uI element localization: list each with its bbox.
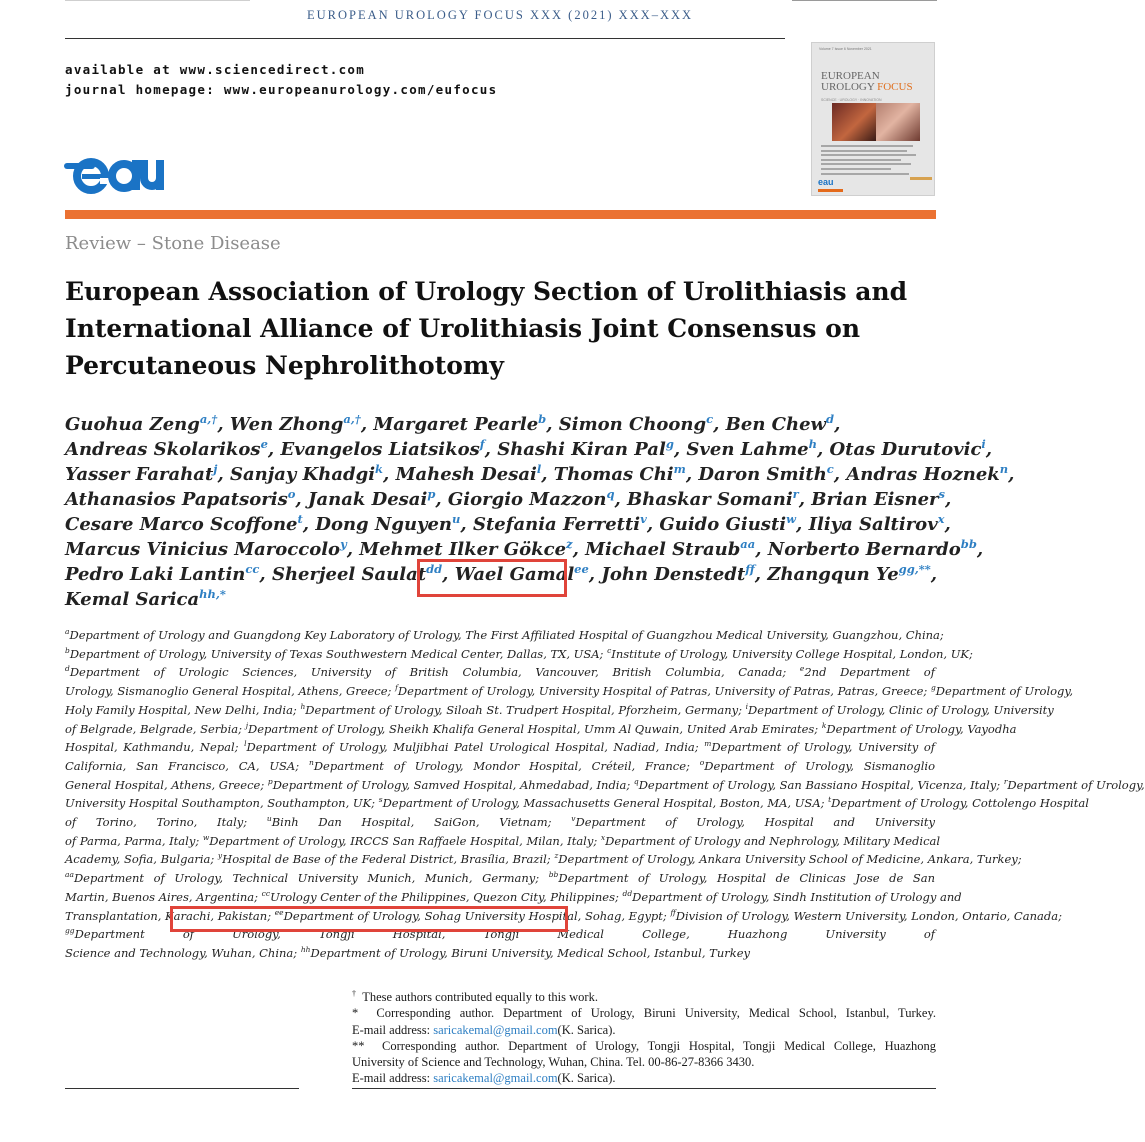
affiliation-text: Department of Urology, University of (711, 740, 936, 755)
affiliation-key: ee (274, 907, 284, 917)
affiliation-key: e (799, 664, 805, 674)
affiliation-marker[interactable]: r (792, 487, 799, 501)
author-name[interactable]: Margaret Pearle (373, 414, 539, 435)
journal-cover-thumbnail[interactable] (811, 42, 935, 196)
affiliation-marker[interactable]: c (826, 462, 834, 476)
affiliation-key: a (65, 627, 70, 637)
affiliation-key: v (571, 814, 576, 824)
affiliation-line (65, 850, 1022, 869)
affiliation-text: Division of Urology, Western University, London, Ontario, Canada; (675, 908, 1062, 923)
title-line: International Alliance of Urolithiasis Joint Consensus on (65, 314, 861, 343)
affiliation-text: Department of Urology, Clinic of Urology, University (748, 702, 1054, 717)
affiliation-text: Department of Urology, Muljibhai Patel Urological Hospital, Nadiad, India; (246, 740, 699, 755)
affiliation-text: Transplantation, Karachi, Pakistan; (65, 908, 272, 923)
journal-homepage-link[interactable]: journal homepage: www.europeanurology.com/eufocus (65, 82, 498, 97)
cover-image-right (876, 103, 920, 141)
author-name[interactable]: Michael Straub (585, 539, 741, 560)
author-name[interactable]: Thomas Chi (553, 464, 674, 485)
author-name[interactable]: Otas Durutovic (829, 439, 982, 460)
footnote-rule-left (65, 1088, 299, 1089)
affiliation-marker[interactable]: s (938, 487, 946, 501)
affiliation-marker[interactable]: m (673, 462, 686, 476)
author-name[interactable]: Simon Choong (558, 414, 707, 435)
affiliation-text: Department of Urology, Tongji Hospital, Tongji Medical College, Huazhong University of (74, 927, 935, 942)
affiliation-line (65, 869, 935, 888)
cover-text-lines (821, 145, 921, 177)
affiliation-text: of Torino, Torino, Italy; (65, 815, 248, 829)
journal-urls (65, 60, 497, 100)
author-name[interactable]: Norberto Bernardo (767, 539, 961, 560)
affiliation-marker[interactable]: h (808, 437, 817, 451)
affiliation-text: Department of Urology, (935, 684, 1074, 699)
affiliation-text: Martin, Buenos Aires, Argentina; (65, 889, 259, 904)
cover-accent-bar (910, 177, 932, 180)
author-name[interactable]: Sherjeel Saulat (271, 564, 427, 585)
article-section: Review – Stone Disease (65, 233, 281, 254)
affiliation-marker[interactable]: a,† (199, 412, 218, 426)
affiliation-text: Department of Urologic Sciences, University of British Columbia, Vancouver, British Columbia, Canada; (69, 665, 787, 680)
cover-subtitle: SCIENCE · UROLOGY · INNOVATION (821, 98, 882, 102)
author-name[interactable]: Guohua Zeng (65, 414, 200, 435)
affiliation-marker[interactable]: j (213, 462, 218, 476)
author-name[interactable]: Bhaskar Somani (627, 489, 793, 510)
header-orange-bar (65, 210, 936, 219)
author-name[interactable]: Yasser Farahat (65, 464, 214, 485)
affiliation-text: Department of Urology and Guangdong Key Laboratory of Urology, The First Affiliated Hospital of Guangzhou Medical University, Guangzhou, China; (69, 628, 944, 642)
affiliation-text: of Parma, Parma, Italy; (65, 833, 200, 848)
affiliation-line (65, 626, 944, 645)
author-name[interactable]: John Denstedt (601, 564, 746, 585)
author-line: Athanasios Papatsoris$^o$, Janak Desai$^p$, Giorgio Mazzon$^q$, Bhaskar Somani$^r$, Brian Eisner$^s$, (65, 487, 952, 510)
affiliation-marker[interactable]: o (287, 487, 296, 501)
affiliation-line (65, 682, 1074, 701)
footnote-corresponding-2-cont: University of Science and Technology, Wuhan, China. Tel. 00-86-27-8366 3430. (352, 1055, 755, 1070)
affiliation-marker[interactable]: l (536, 462, 542, 476)
affiliation-text: Academy, Sofia, Bulgaria; (65, 852, 215, 867)
affiliation-text: General Hospital, Athens, Greece; (65, 777, 265, 792)
affiliation-key: p (267, 776, 273, 786)
affiliation-text: California, San Francisco, CA, USA; (65, 758, 300, 773)
affiliation-marker[interactable]: w (786, 512, 797, 526)
affiliation-marker[interactable]: ee (574, 562, 589, 576)
affiliation-text: Department of Urology, Samved Hospital, Ahmedabad, India; (272, 777, 631, 792)
author-line: Andreas Skolarikos$^e$, Evangelos Liatsikos$^f$, Shashi Kiran Pal$^g$, Sven Lahme$^h$, Otas Durutovic$^i$, (65, 437, 993, 460)
author-name[interactable]: Mahesh Desai (395, 464, 537, 485)
footnote-corresponding-2: ** Corresponding author. Department of Urology, Tongji Hospital, Tongji Medical College, Huazhong (352, 1038, 937, 1053)
footnote-email-2: E-mail address: saricakemal@gmail.com(K. Sarica). (352, 1071, 616, 1086)
author-line: Pedro Laki Lantin$^{cc}$, Sherjeel Saulat$^{dd}$, Wael Gamal$^{ee}$, John Denstedt$^{ff}$, Zhangqun $Ye^{gg,**}$, (65, 562, 938, 585)
footnote-email-1: E-mail address: saricakemal@gmail.com(K. Sarica). (352, 1022, 616, 1037)
affiliation-key: t (828, 795, 832, 805)
author-name[interactable]: Dong Nguyen (315, 514, 453, 535)
affiliation-key: w (202, 832, 210, 842)
affiliation-text: Department of Urology, Sheikh Khalifa General Hospital, Umm Al Quwain, United Arab Emirates; (248, 721, 819, 736)
affiliation-marker[interactable]: e (260, 437, 268, 451)
affiliation-line (65, 813, 935, 832)
cover-orange-bar (818, 189, 843, 192)
author-name[interactable]: Giorgio Mazzon (447, 489, 607, 510)
affiliation-line (65, 720, 1017, 739)
affiliation-text: Department of Urology, Sohag University Hospital, Sohag, Egypt; (283, 908, 667, 923)
author-name[interactable]: Andreas Skolarikos (65, 439, 261, 460)
affiliation-text: Hospital, Kathmandu, Nepal; (65, 740, 239, 755)
affiliation-text: Department of Urology, Cottolengo Hospital (831, 796, 1089, 811)
author-name[interactable]: Marcus Vinicius Maroccolo (65, 539, 341, 560)
affiliation-marker[interactable]: d (826, 412, 835, 426)
affiliation-key: q (633, 776, 639, 786)
cover-eau-logo: eau (818, 177, 834, 187)
affiliation-marker[interactable]: hh,* (199, 587, 226, 601)
affiliation-key: b (65, 645, 70, 655)
eau-logo (64, 148, 164, 196)
highlight-box-affiliation (170, 906, 568, 932)
affiliation-text: Science and Technology, Wuhan, China; (65, 945, 298, 960)
author-name[interactable]: Wen Zhong (229, 414, 344, 435)
affiliation-key: ff (670, 907, 676, 917)
author-name[interactable]: Andras Hoznek (846, 464, 1000, 485)
affiliation-marker[interactable]: g (665, 437, 674, 451)
affiliation-line (65, 888, 962, 907)
title-line: Percutaneous Nephrolithotomy (65, 351, 504, 380)
author-name[interactable]: Janak Desai (307, 489, 428, 510)
affiliation-marker[interactable]: cc (245, 562, 260, 576)
affiliation-key: l (244, 739, 247, 749)
affiliation-text: Department of Urology, Hospital de Clinicas Jose de San (558, 871, 935, 886)
affiliation-line (65, 944, 935, 963)
affiliation-marker[interactable]: y (340, 537, 347, 551)
affiliation-text: Urology, Sismanoglio General Hospital, Athens, Greece; (65, 684, 392, 699)
author-line: Marcus Vinicius Maroccolo$^y$, Mehmet Ilker Gökce$^z$, Michael Straub$^{aa}$, Norberto Bernardo$^{bb}$, (65, 537, 984, 560)
footnote-equal-contribution: † These authors contributed equally to this work. (352, 988, 598, 1004)
affiliation-text: Department of Urology, Vayodha (826, 721, 1017, 736)
affiliation-line (65, 776, 1145, 795)
affiliation-marker[interactable]: f (479, 437, 485, 451)
affiliation-text: Department of Urology and Nephrology, Military Medical (605, 833, 941, 848)
affiliation-text: Holy Family Hospital, New Delhi, India; (65, 702, 297, 717)
title-line: European Association of Urology Section of Urolithiasis and (65, 277, 908, 306)
affiliation-text: Department of Urology, University of Texas Southwestern Medical Center, Dallas, TX, USA; (69, 646, 604, 661)
affiliation-text: Department of Urology, Massachusetts General Hospital, Boston, MA, USA; (382, 796, 825, 811)
affiliation-key: x (600, 832, 606, 842)
affiliation-key: o (699, 758, 705, 768)
author-name[interactable]: Cesare Marco Scoffone (65, 514, 298, 535)
highlight-box-author (417, 559, 567, 597)
cover-image-left (832, 103, 876, 141)
sciencedirect-link[interactable]: available at www.sciencedirect.com (65, 62, 366, 77)
affiliation-text: Hospital de Base of the Federal District, Brasília, Brazil; (222, 852, 551, 867)
affiliation-marker[interactable]: q (606, 487, 615, 501)
affiliation-text: Department of Urology, IRCCS San Raffaele Hospital, Milan, Italy; (209, 833, 598, 848)
author-line: Guohua Zeng$^{a,\dagger}$, Wen Zhong$^{a,\dagger}$, Margaret Pearle$^b$, Simon Choong$^c$, Ben Chew$^d$, (65, 412, 841, 435)
affiliation-text: Department of Urology, Siloah St. Trudpert Hospital, Pforzheim, Germany; (305, 702, 742, 717)
affiliation-line (65, 832, 941, 851)
affiliation-marker[interactable]: dd (426, 562, 443, 576)
affiliation-marker[interactable]: p (427, 487, 436, 501)
cover-issue-line: Volume 7 Issue 6 November 2021 (819, 47, 872, 51)
email-link[interactable]: saricakemal@gmail.com (433, 1022, 558, 1037)
email-link[interactable]: saricakemal@gmail.com (433, 1071, 558, 1086)
affiliation-marker[interactable]: ff (745, 562, 755, 576)
affiliation-key: z (554, 851, 559, 861)
affiliation-key: y (217, 851, 223, 861)
affiliation-key: dd (622, 888, 633, 898)
affiliation-text: Department of Urology, Sindh Institution of Urology and (632, 889, 962, 904)
affiliation-key: u (266, 814, 272, 824)
affiliation-marker[interactable]: i (981, 437, 986, 451)
affiliation-line (65, 701, 1054, 720)
author-name[interactable]: Daron Smith (698, 464, 827, 485)
affiliation-key: hh (300, 945, 311, 955)
affiliation-text: Department of Urology, Ankara University School of Medicine, Ankara, Turkey; (558, 852, 1022, 867)
cover-title: EUROPEAN UROLOGY FOCUS (821, 70, 913, 93)
affiliation-key: k (821, 720, 827, 730)
author-name[interactable]: Brian Eisner (811, 489, 939, 510)
article-title (65, 273, 935, 384)
footnote-rule-right (352, 1088, 936, 1089)
author-name[interactable]: Shashi Kiran Pal (497, 439, 666, 460)
affiliation-marker[interactable]: n (999, 462, 1009, 476)
affiliation-marker[interactable]: t (297, 512, 303, 526)
affiliation-key: d (65, 664, 70, 674)
affiliation-text: of Belgrade, Belgrade, Serbia; (65, 721, 243, 736)
affiliation-marker[interactable]: aa (740, 537, 756, 551)
header-rule (65, 38, 785, 39)
author-name[interactable]: Guido Giusti (659, 514, 787, 535)
affiliation-text: University Hospital Southampton, Southampton, UK; (65, 796, 376, 811)
author-name[interactable]: Zhangqun Ye (767, 564, 899, 585)
affiliation-marker[interactable]: u (452, 512, 461, 526)
affiliation-text: Department of Urology, University Hospital of Patras, University of Patras, Patras, Greece; (397, 684, 928, 699)
affiliation-key: aa (65, 870, 74, 880)
affiliation-text: Urology Center of the Philippines, Quezon City, Philippines; (270, 889, 619, 904)
affiliation-text: 2nd Department of (804, 665, 935, 680)
author-name[interactable]: Sanjay Khadgi (229, 464, 376, 485)
affiliation-key: g (930, 683, 936, 693)
affiliation-marker[interactable]: b (538, 412, 547, 426)
affiliation-line (65, 738, 935, 757)
affiliation-key: s (378, 795, 383, 805)
author-line: Yasser Farahat$^j$, Sanjay Khadgi$^k$, Mahesh Desai$^l$, Thomas Chi$^m$, Daron Smith$^c$, Andras Hoznek$^n$, (65, 462, 1015, 485)
affiliation-key: i (745, 701, 749, 711)
author-name[interactable]: Pedro Laki Lantin (65, 564, 246, 585)
affiliation-line (65, 794, 1089, 813)
author-name[interactable]: Wael Gamal (454, 564, 575, 585)
affiliation-key: gg (65, 926, 75, 936)
author-name[interactable]: Athanasios Papatsoris (65, 489, 288, 510)
author-name[interactable]: Ben Chew (725, 414, 827, 435)
affiliation-text: Department of Urology, Mondor Hospital, Créteil, France; (313, 758, 690, 773)
top-rule-right (792, 0, 937, 1)
affiliation-key: c (607, 645, 612, 655)
affiliation-marker[interactable]: k (375, 462, 384, 476)
affiliation-key: j (245, 720, 249, 730)
author-name[interactable]: Mehmet Ilker Gökce (359, 539, 567, 560)
affiliation-text: Department of Urology, Sismanoglio (704, 758, 936, 773)
footnotes (352, 989, 936, 1087)
running-head: EUROPEAN UROLOGY FOCUS XXX (2021) XXX–XXX (306, 8, 694, 22)
author-line: Cesare Marco Scoffone$^t$, Dong Nguyen$^u$, Stefania Ferretti$^v$, Guido Giusti$^w$, Iliya Saltirov$^x$, (65, 512, 951, 535)
affiliation-key: cc (261, 888, 271, 898)
top-rule-left (65, 0, 250, 1)
affiliation-marker[interactable]: c (706, 412, 714, 426)
affiliation-text: Department of Urology, Technical University Munich, Munich, Germany; (73, 871, 540, 886)
author-name[interactable]: Sven Lahme (686, 439, 809, 460)
affiliation-text: Institute of Urology, University College Hospital, London, UK; (611, 646, 973, 661)
affiliation-marker[interactable]: x (937, 512, 945, 526)
affiliation-marker[interactable]: bb (960, 537, 977, 551)
affiliation-key: bb (548, 870, 559, 880)
footnote-corresponding-1: * Corresponding author. Department of Urology, Biruni University, Medical School, Istanbul, Turkey. (352, 1006, 937, 1021)
affiliation-marker[interactable]: z (566, 537, 573, 551)
affiliation-text: Binh Dan Hospital, SaiGon, Vietnam; (271, 815, 552, 829)
affiliation-text: Department of Urology, San Bassiano Hospital, Vicenza, Italy; (638, 777, 1001, 792)
affiliation-text: Department of Urology, Hospital and University (575, 815, 935, 829)
affiliation-key: r (1003, 776, 1008, 786)
author-name[interactable]: Stefania Ferretti (472, 514, 641, 535)
affiliation-key: n (308, 758, 314, 768)
author-name[interactable]: Kemal Sarica (65, 589, 200, 610)
affiliation-marker[interactable]: v (640, 512, 647, 526)
author-name[interactable]: Evangelos Liatsikos (280, 439, 480, 460)
affiliation-text: Department of Urology, Biruni University, Medical School, Istanbul, Turkey (310, 945, 751, 960)
affiliation-line (65, 757, 935, 776)
author-name[interactable]: Iliya Saltirov (808, 514, 938, 535)
affiliation-line (65, 645, 973, 664)
affiliation-key: f (395, 683, 398, 693)
affiliation-marker[interactable]: a,† (343, 412, 361, 426)
affiliation-line (65, 663, 935, 682)
affiliation-key: h (300, 701, 306, 711)
affiliation-marker[interactable]: gg,** (898, 562, 931, 576)
affiliation-key: m (704, 739, 712, 749)
affiliation-text: Department of Urology, (1007, 777, 1145, 792)
